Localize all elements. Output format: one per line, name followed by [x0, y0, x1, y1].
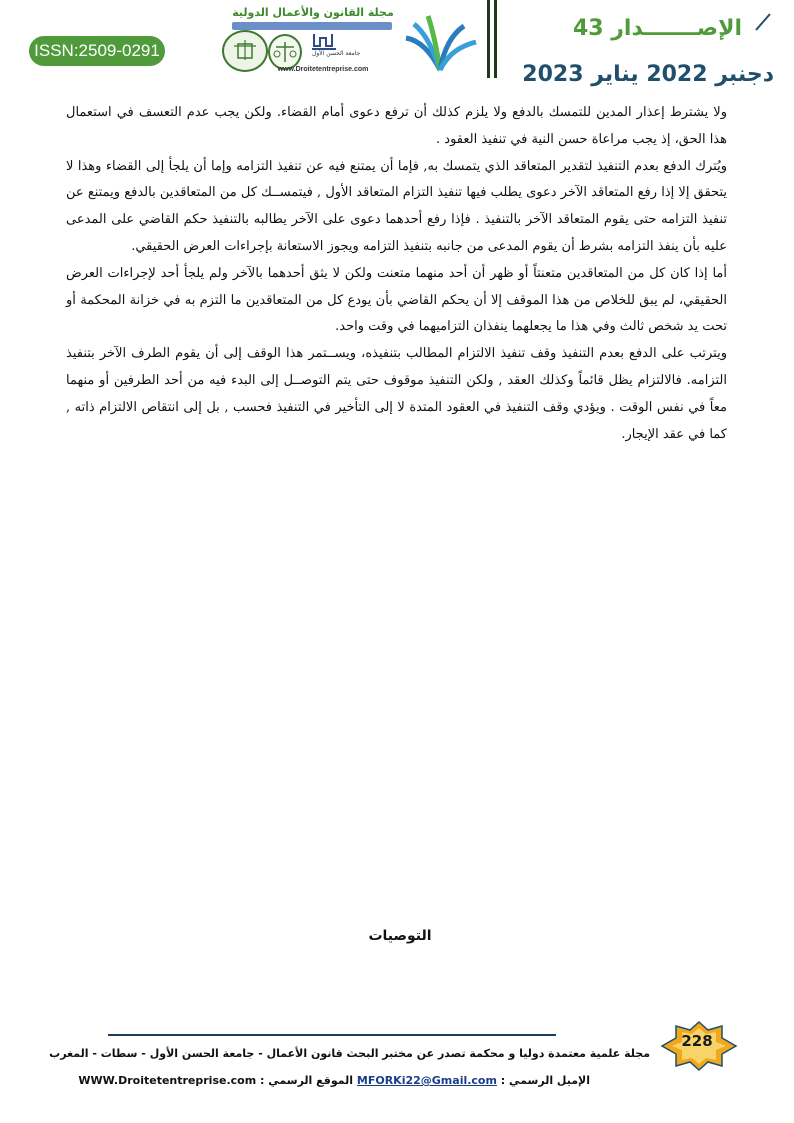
section-heading: التوصيات — [368, 928, 432, 944]
journal-name: مجلة القانون والأعمال الدولية — [232, 6, 394, 19]
site-label: الموقع الرسمي : — [260, 1074, 354, 1087]
paragraph: أما إذا كان كل من المتعاقدين متعنتاً أو ظهر أن أحد منهما متعنت ولكن لا يثق أحدهما بالآخر ولم يلجأ أحد لإجراءات العرض الحقيقي، لم يبق للخلاص من هذا الموقف إلا أن يحكم القاضي بأن يودع كل من المتعاقدين ما التزم به في خزانة المحكمة أو تحت يد شخص ثالث وفي هذا ما يجعلهما ينفذان التزاميهما في وقت واحد. — [66, 265, 727, 335]
footer-divider — [108, 1034, 556, 1036]
issue-date: دجنبر 2022 يناير 2023 — [522, 62, 774, 87]
email-link[interactable]: MFORKi22@Gmail.com — [356, 1074, 497, 1087]
university-name: جامعة الحسن الأول — [312, 50, 361, 57]
paragraph: ويُترك الدفع بعدم التنفيذ لتقدير المتعاقد الذي يتمسك به, فإما أن يمتنع فيه عن تنفيذ التزامه وإما أن يلجأ إلى القضاء وهذا لا يتحقق إلا إذا رفع المتعاقد الآخر دعوى يطلب فيها تنفيذ التزام المتعاقد الأول , فيتمســك كل من المتعاقدين بالدفع ويمتنع عن تنفيذ التزامه حتى يقوم المتعاقد الآخر بالتنفيذ . فإذا رفع أحدهما دعوى على الآخر يطالبه بالتنفيذ حكم القاضي على المدعى عليه بأن ينفذ التزامه بشرط أن يقوم المدعى من جانبه بتنفيذ التزامه ويجوز الاستعانة بإجراءات العرض الحقيقي. — [66, 158, 727, 254]
article-body — [66, 100, 727, 448]
email-label: الإميل الرسمي : — [500, 1074, 590, 1087]
issue-number: الإصـــــــدار 43 — [572, 16, 742, 41]
paragraph: ولا يشترط إعذار المدين للتمسك بالدفع ولا يلزم كذلك أن ترفع دعوى أمام القضاء. ولكن يجب عدم التعسف في استعمال هذا الحق، إذ يجب مراعاة حسن النية في تنفيذ العقود . — [66, 105, 727, 147]
footer-contact — [78, 1074, 590, 1087]
logo-website: www.Droitetentreprise.com — [277, 66, 369, 73]
page-number: 228 — [681, 1032, 713, 1050]
journal-logo — [220, 4, 482, 76]
scales-icon — [268, 34, 302, 70]
footer-description: مجلة علمية معتمدة دوليا و محكمة تصدر عن مختبر البحث قانون الأعمال - جامعة الحسن الأول - سطات - المغرب — [49, 1047, 650, 1060]
paragraph: ويترتب على الدفع بعدم التنفيذ وقف تنفيذ الالتزام المطالب بتنفيذه، ويســتمر هذا الوقف إلى أن يقوم الطرف الآخر بتنفيذ التزامه. فالالتزام يظل قائماً وكذلك العقد , ولكن التنفيذ موقوف حتى يتم التوصــل إلى البدء فيه من أحد الطرفين أو منهما معاً في نفس الوقت . ويؤدي وقف التنفيذ في العقود المتدة لا إلى التأخير في التنفيذ فحسب , بل إلى انتقاص الالتزام ذاته , كما في عقد الإيجار. — [66, 346, 727, 442]
issn-badge: ISSN:2509-0291 — [29, 36, 165, 66]
logo-banner — [232, 22, 392, 30]
website-link[interactable]: WWW.Droitetentreprise.com — [78, 1074, 257, 1087]
header-divider — [487, 0, 499, 78]
open-book-icon — [400, 10, 480, 76]
university-logo-icon — [308, 30, 378, 66]
corner-triangle-icon — [754, 12, 772, 32]
